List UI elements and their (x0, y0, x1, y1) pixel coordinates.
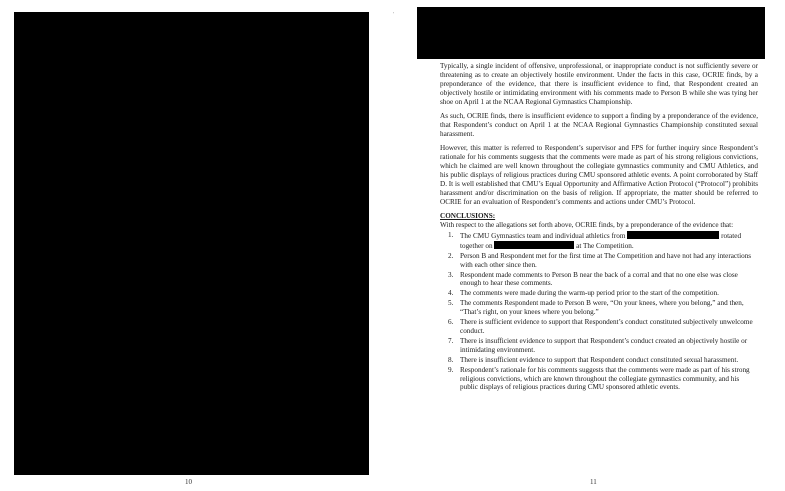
conclusion-item (448, 251, 758, 270)
item-number: 2. (448, 251, 454, 260)
margin-mark: ' (393, 12, 395, 18)
inline-redaction (494, 241, 574, 249)
conclusion-item (448, 355, 758, 365)
paragraph-3: However, this matter is referred to Respondent’s supervisor and FPS for further inquiry since Respondent’s rationale for his comments suggests that the comments were made as part of his strong religious convictions, which he claimed are well known throughout the collegiate gymnastics community and CMU Athletics, and his public displays of religious practices during CMU sponsored athletic events. A point corroborated by Staff D. It is well established that CMU’s Equal Opportunity and Affirmative Action Protocol (“Protocol”) prohibits harassment and/or discrimination on the basis of religion. If appropriate, the matter should be referred to OCRIE for an evaluation of Respondent’s comments and actions under CMU’s Protocol. (440, 144, 758, 206)
conclusions-list (440, 231, 758, 392)
item-text: There is sufficient evidence to support that Respondent’s conduct constituted subjectively unwelcome conduct. (460, 318, 753, 335)
item-text: Respondent’s rationale for his comments suggests that the comments were made as part of his strong religious convictions, which are known throughout the collegiate gymnastics community, and his public displays of religious practices during CMU sponsored athletic events. (460, 365, 750, 392)
item-number: 4. (448, 289, 454, 298)
item-text: There is insufficient evidence to support that Respondent’s conduct created an objectively hostile or intimidating environment. (460, 336, 748, 354)
item-text: There is insufficient evidence to support that Respondent conduct constituted sexual harassment. (460, 355, 739, 364)
item-text: Person B and Respondent met for the first time at The Competition and have not had any interactions with each other since then. (460, 251, 752, 269)
page-number-right: 11 (590, 478, 597, 486)
conclusion-item (448, 365, 758, 393)
conclusions-intro: With respect to the allegations set forth above, OCRIE finds, by a preponderance of the evidence that: (440, 221, 734, 229)
conclusion-item-1 (448, 230, 758, 251)
inline-redaction (627, 231, 719, 239)
conclusion-item (448, 336, 758, 355)
item-text-c: at The Competition. (576, 241, 634, 250)
conclusion-item (448, 270, 758, 289)
item-text: The comments Respondent made to Person B were, “On your knees, where you belong,” and then, “That’s right, on your knees where you belong.” (460, 299, 744, 317)
item-number: 9. (448, 365, 454, 374)
item-text: Respondent made comments to Person B near the back of a corral and that no one else was close enough to hear these comments. (460, 270, 738, 288)
document-body (440, 62, 758, 393)
conclusions-heading: CONCLUSIONS: (440, 212, 496, 221)
item-number: 6. (448, 318, 454, 327)
left-page-redaction (14, 12, 369, 475)
item-text: The comments were made during the warm-up period prior to the start of the competition. (460, 289, 719, 298)
item-number: 5. (448, 299, 454, 308)
page-number-left: 10 (185, 478, 192, 486)
header-redaction (417, 7, 765, 59)
right-page (392, 0, 785, 491)
paragraph-2: As such, OCRIE finds, there is insufficient evidence to support a finding by a preponderance of the evidence, that Respondent’s conduct on April 1 at the NCAA Regional Gymnastics Championship constituted sexual harassment. (440, 112, 758, 138)
item-number: 8. (448, 355, 454, 364)
item-number: 7. (448, 336, 454, 345)
item-number: 1. (448, 230, 454, 239)
item-text-a: The CMU Gymnastics team and individual athletics from (460, 231, 626, 240)
conclusion-item (448, 318, 758, 336)
conclusion-item (448, 299, 758, 317)
paragraph-1: Typically, a single incident of offensive, unprofessional, or inappropriate conduct is not sufficiently severe or threatening as to create an objectively hostile environment. Under the facts in this case, OCRIE finds, by a preponderance of the evidence, that there is insufficient evidence to find, that Respondent created an objectively hostile or intimidating environment with his comments made to Person B while she was tying her shoe on April 1 at the NCAA Regional Gymnastics Championship. (440, 62, 758, 106)
item-number: 3. (448, 270, 454, 279)
conclusion-item (448, 289, 758, 298)
item-text-b: rotated together on (460, 231, 742, 250)
